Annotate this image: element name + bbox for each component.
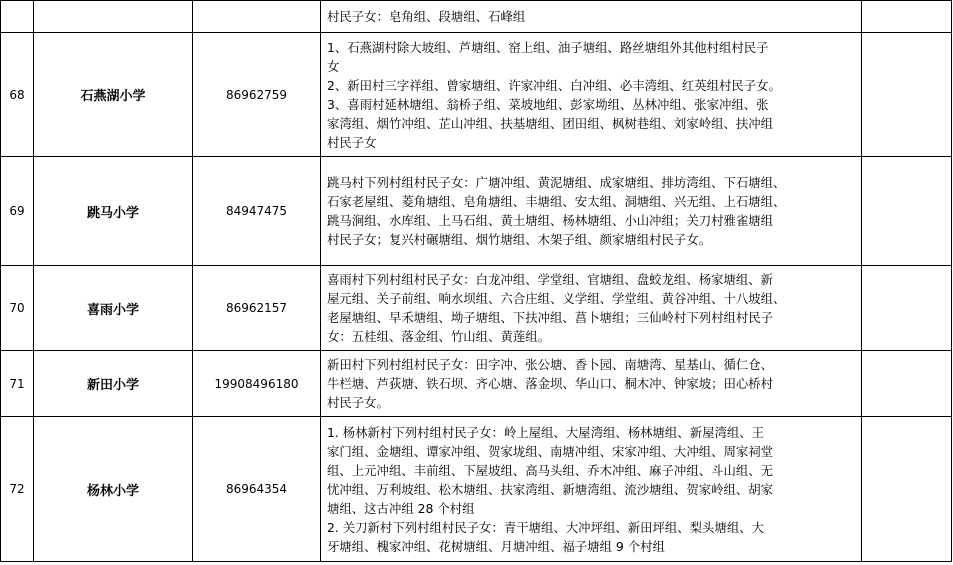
enrollment-area bbox=[321, 351, 862, 417]
enrollment-area bbox=[321, 266, 862, 351]
table-row bbox=[1, 33, 952, 157]
area-line: 跳马村下列村组村民子女：广塘冲组、黄泥塘组、成家塘组、排坊湾组、下石塘组、 bbox=[327, 175, 786, 190]
row-number: 69 bbox=[1, 157, 34, 266]
table-row bbox=[1, 417, 952, 562]
table-row bbox=[1, 351, 952, 417]
row-number: 72 bbox=[1, 417, 34, 562]
remarks bbox=[862, 1, 952, 33]
area-line: 3、喜雨村延林塘组、翁桥子组、菜坡地组、彭家坳组、丛林冲组、张家冲组、张 bbox=[327, 96, 769, 112]
enrollment-area bbox=[321, 417, 862, 562]
area-line: 村民子女。 bbox=[327, 395, 389, 410]
area-line: 新田村下列村组村民子女：田字冲、张公塘、香卜园、南塘湾、星基山、循仁仓、 bbox=[327, 357, 774, 372]
enrollment-area bbox=[321, 157, 862, 266]
area-line: 家湾组、烟竹冲组、芷山冲组、扶基塘组、团田组、枫树巷组、刘家岭组、扶冲组 bbox=[327, 115, 774, 131]
remarks bbox=[862, 266, 952, 351]
school-name: 跳马小学 bbox=[34, 157, 193, 266]
area-line: 2. 关刀新村下列村组村民子女：青干塘组、大冲坪组、新田坪组、梨头塘组、大 bbox=[327, 519, 765, 535]
remarks bbox=[862, 351, 952, 417]
area-line: 石家老屋组、菱角塘组、皂角塘组、丰塘组、安太组、洞塘组、兴无组、上石塘组、 bbox=[327, 194, 786, 209]
enrollment-area bbox=[321, 1, 862, 33]
school-name: 喜雨小学 bbox=[34, 266, 193, 351]
school-name: 杨林小学 bbox=[34, 417, 193, 562]
phone-number: 19908496180 bbox=[193, 351, 321, 417]
row-number: 70 bbox=[1, 266, 34, 351]
area-line: 屋元组、关子前组、响水坝组、六合庄组、义学组、学堂组、黄谷冲组、十八坡组、 bbox=[327, 291, 786, 306]
area-line: 塘组、这古冲组 28 个村组 bbox=[327, 500, 475, 516]
area-line: 1、石燕湖村除大坡组、芦塘组、窑上组、油子塘组、路丝塘组外其他村组村民子 bbox=[327, 39, 769, 55]
area-line: 村民子女：皂角组、段塘组、石峰组 bbox=[327, 9, 526, 24]
phone-number bbox=[193, 1, 321, 33]
table-row bbox=[1, 157, 952, 266]
table-body bbox=[1, 1, 952, 562]
remarks bbox=[862, 33, 952, 157]
remarks bbox=[862, 157, 952, 266]
remarks bbox=[862, 417, 952, 562]
area-line: 家门组、金塘组、谭家冲组、贺家垅组、南塘冲组、宋家冲组、大冲组、周家祠堂 bbox=[327, 443, 774, 459]
row-number: 71 bbox=[1, 351, 34, 417]
enrollment-area bbox=[321, 33, 862, 157]
area-line: 牙塘组、槐家冲组、花树塘组、月塘冲组、福子塘组 9 个村组 bbox=[327, 538, 665, 554]
school-name: 新田小学 bbox=[34, 351, 193, 417]
phone-number: 86962759 bbox=[193, 33, 321, 157]
area-line: 跳马涧组、水库组、上马石组、黄土塘组、杨林塘组、小山冲组；关刀村雅雀塘组 bbox=[327, 213, 774, 228]
table-row bbox=[1, 1, 952, 33]
area-line: 村民子女 bbox=[327, 134, 377, 150]
area-line: 喜雨村下列村组村民子女：白龙冲组、学堂组、官塘组、盘蛟龙组、杨家塘组、新 bbox=[327, 272, 774, 287]
area-line: 女 bbox=[327, 58, 340, 74]
phone-number: 86964354 bbox=[193, 417, 321, 562]
area-line: 忧冲组、万利坡组、松木塘组、扶家湾组、新塘湾组、流沙塘组、贺家岭组、胡家 bbox=[327, 481, 774, 497]
area-line: 牛栏塘、芦荻塘、铁石坝、齐心塘、落金坝、华山口、桐木冲、钟家坡；田心桥村 bbox=[327, 376, 774, 391]
area-line: 女：五桂组、落金组、竹山组、黄莲组。 bbox=[327, 329, 551, 344]
row-number bbox=[1, 1, 34, 33]
area-line: 组、上元冲组、丰前组、下屋坡组、高马头组、乔木冲组、麻子冲组、斗山组、无 bbox=[327, 462, 774, 478]
phone-number: 84947475 bbox=[193, 157, 321, 266]
row-number: 68 bbox=[1, 33, 34, 157]
school-name: 石燕湖小学 bbox=[34, 33, 193, 157]
table-row bbox=[1, 266, 952, 351]
area-line: 2、新田村三字祥组、曾家塘组、许家冲组、白冲组、必丰湾组、红英组村民子女。 bbox=[327, 77, 781, 93]
phone-number: 86962157 bbox=[193, 266, 321, 351]
area-line: 老屋塘组、早禾塘组、坳子塘组、下扶冲组、菖卜塘组；三仙岭村下列村组村民子 bbox=[327, 310, 774, 325]
area-line: 1. 杨林新村下列村组村民子女：岭上屋组、大屋湾组、杨林塘组、新屋湾组、王 bbox=[327, 424, 765, 440]
area-line: 村民子女；复兴村碾塘组、烟竹塘组、木架子组、颜家塘组村民子女。 bbox=[327, 232, 712, 247]
school-name bbox=[34, 1, 193, 33]
